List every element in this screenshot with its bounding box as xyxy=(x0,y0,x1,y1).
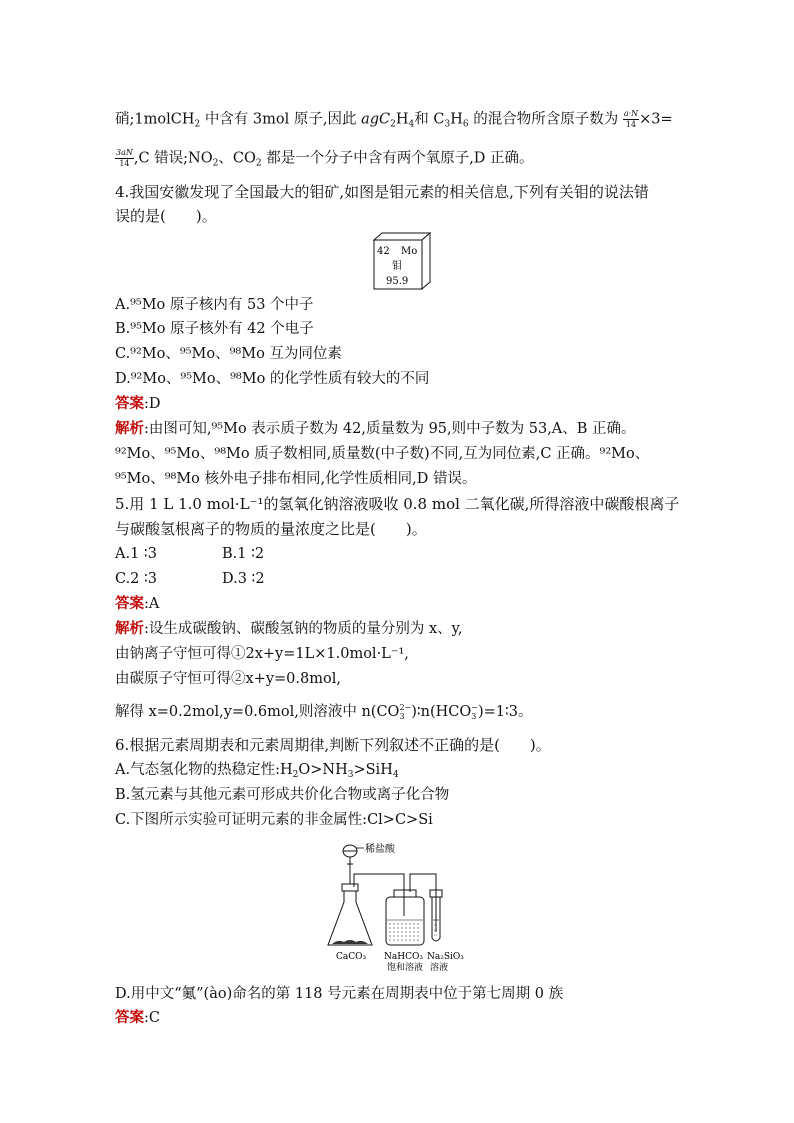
text: 硝;1molCH xyxy=(115,111,195,128)
label-caco3: CaCO₃ xyxy=(336,952,367,962)
q5-option-d: D.3 ∶2 xyxy=(222,571,265,587)
apparatus-diagram xyxy=(324,840,474,975)
label-na2sio3: Na₂SiO₃ xyxy=(427,952,464,962)
fraction: $\frac{a\cdot N}{14}$ xyxy=(623,109,639,129)
text: >SiH xyxy=(353,762,393,778)
answer-label: 答案 xyxy=(115,395,144,412)
text: 和 C xyxy=(414,111,445,128)
text: 中含有 3mol 原子,因此 xyxy=(204,111,362,128)
q6-option-c: C.下图所示实验可证明元素的非金属性:Cl>C>Si xyxy=(115,812,433,828)
label-nahco3-saturated: 饱和溶液 xyxy=(387,963,424,973)
q4-option-a: A.⁹⁵Mo 原子核内有 53 个中子 xyxy=(115,297,314,313)
text: O>NH xyxy=(298,762,348,778)
q5-option-c: C.2 ∶3 xyxy=(115,571,158,587)
q3-tail-line1: 硝;1molCH$_2$ 中含有 3mol 原子,因此 $agC_2H_4$和 $C_3H_6$ 的混合物所含原子数为 $\frac{a\cdot N}{14}$ ×3= xyxy=(115,109,673,130)
q4-analysis-line2: ⁹²Mo、⁹⁵Mo、⁹⁸Mo 质子数相同,质量数(中子数)不同,互为同位素,C 正确。⁹²Mo、 xyxy=(115,446,650,462)
q4-option-b: B.⁹⁵Mo 原子核外有 42 个电子 xyxy=(115,321,314,337)
atomic-mass: 95.9 xyxy=(386,276,409,287)
answer-label: 答案 xyxy=(115,1009,144,1026)
answer-label: 答案 xyxy=(115,595,144,612)
text: ×3= xyxy=(639,111,673,128)
text: )∶n(HCO xyxy=(411,704,472,720)
q5-analysis-line3: 由碳原子守恒可得②x+y=0.8mol, xyxy=(115,671,341,687)
q4-option-d: D.⁹²Mo、⁹⁵Mo、⁹⁸Mo 的化学性质有较大的不同 xyxy=(115,371,430,387)
q5-analysis-line4: 解得 x=0.2mol,y=0.6mol,则溶液中 n(CO 2− 3 )∶n(HCO − 3 )=1∶3。 xyxy=(115,703,533,721)
q6-answer xyxy=(115,1008,160,1028)
text: 解得 x=0.2mol,y=0.6mol,则溶液中 n(CO xyxy=(115,704,400,720)
q4-stem-line2: 误的是( )。 xyxy=(115,207,217,225)
q5-stem-line1: 5.用 1 L 1.0 mol·L⁻¹的氢氧化钠溶液吸收 0.8 mol 二氧化碳,所得溶液中碳酸根离子 xyxy=(115,495,680,513)
answer-value: :A xyxy=(144,596,160,612)
text: :设生成碳酸钠、碳酸氢钠的物质的量分别为 x、y, xyxy=(144,621,463,637)
text: ,C 错误;NO xyxy=(133,150,213,167)
molybdenum-element-box xyxy=(368,232,432,290)
text: 都是一个分子中含有两个氧原子,D 正确。 xyxy=(266,150,534,167)
fraction: $\frac{3aN}{14}$ xyxy=(116,148,133,168)
q6-stem: 6.根据元素周期表和元素周期律,判断下列叙述不正确的是( )。 xyxy=(115,736,551,754)
text: A.气态氢化物的热稳定性:H xyxy=(115,762,293,778)
q4-analysis-line1 xyxy=(115,419,636,439)
q4-stem-line1: 4.我国安徽发现了全国最大的钼矿,如图是钼元素的相关信息,下列有关钼的说法错 xyxy=(115,183,649,201)
q3-tail-line2: $\frac{3aN}{14}$ ,C 错误$;NO_2$、$CO_2$ 都是一个分子中含有两个氧原子,D 正确。 xyxy=(116,148,534,169)
text: :由图可知,⁹⁵Mo 表示质子数为 42,质量数为 95,则中子数为 53,A、B 正确。 xyxy=(144,421,636,437)
text: agC xyxy=(361,111,391,128)
text: 的混合物所含原子数为 xyxy=(473,111,619,128)
q5-option-b: B.1 ∶2 xyxy=(222,546,265,562)
answer-value: :C xyxy=(144,1010,160,1026)
q5-analysis-line1 xyxy=(115,619,463,639)
atomic-number: 42 xyxy=(377,246,390,257)
q5-stem-line2: 与碳酸氢根离子的物质的量浓度之比是( )。 xyxy=(115,520,427,538)
element-symbol: Mo xyxy=(401,246,418,257)
q5-analysis-line2: 由钠离子守恒可得①2x+y=1L×1.0mol·L⁻¹, xyxy=(115,646,409,662)
text: )=1∶3。 xyxy=(478,704,533,720)
analysis-label: 解析 xyxy=(115,420,144,437)
q6-option-a: A.气态氢化物的热稳定性$:H_2O>NH_3>SiH_4$ xyxy=(115,762,399,780)
q5-option-a: A.1 ∶3 xyxy=(115,546,157,562)
q5-options-row1 xyxy=(115,544,264,564)
label-acid: 稀盐酸 xyxy=(365,844,395,855)
q5-answer xyxy=(115,594,159,614)
q6-option-d: D.用中文“鿫”(ào)命名的第 118 号元素在周期表中位于第七周期 0 族 xyxy=(115,986,564,1002)
label-na2sio3-solution: 溶液 xyxy=(430,963,449,973)
q6-option-b: B.氢元素与其他元素可形成共价化合物或离子化合物 xyxy=(115,787,450,803)
analysis-label: 解析 xyxy=(115,620,144,637)
text: 、CO xyxy=(218,150,256,167)
element-name: 钼 xyxy=(392,261,402,272)
q4-option-c: C.⁹²Mo、⁹⁵Mo、⁹⁸Mo 互为同位素 xyxy=(115,346,342,362)
answer-value: :D xyxy=(144,396,161,412)
q4-analysis-line3: ⁹⁵Mo、⁹⁸Mo 核外电子排布相同,化学性质相同,D 错误。 xyxy=(115,471,477,487)
q4-answer xyxy=(115,394,161,414)
q5-options-row2 xyxy=(115,569,265,589)
label-nahco3: NaHCO₃ xyxy=(384,952,423,962)
